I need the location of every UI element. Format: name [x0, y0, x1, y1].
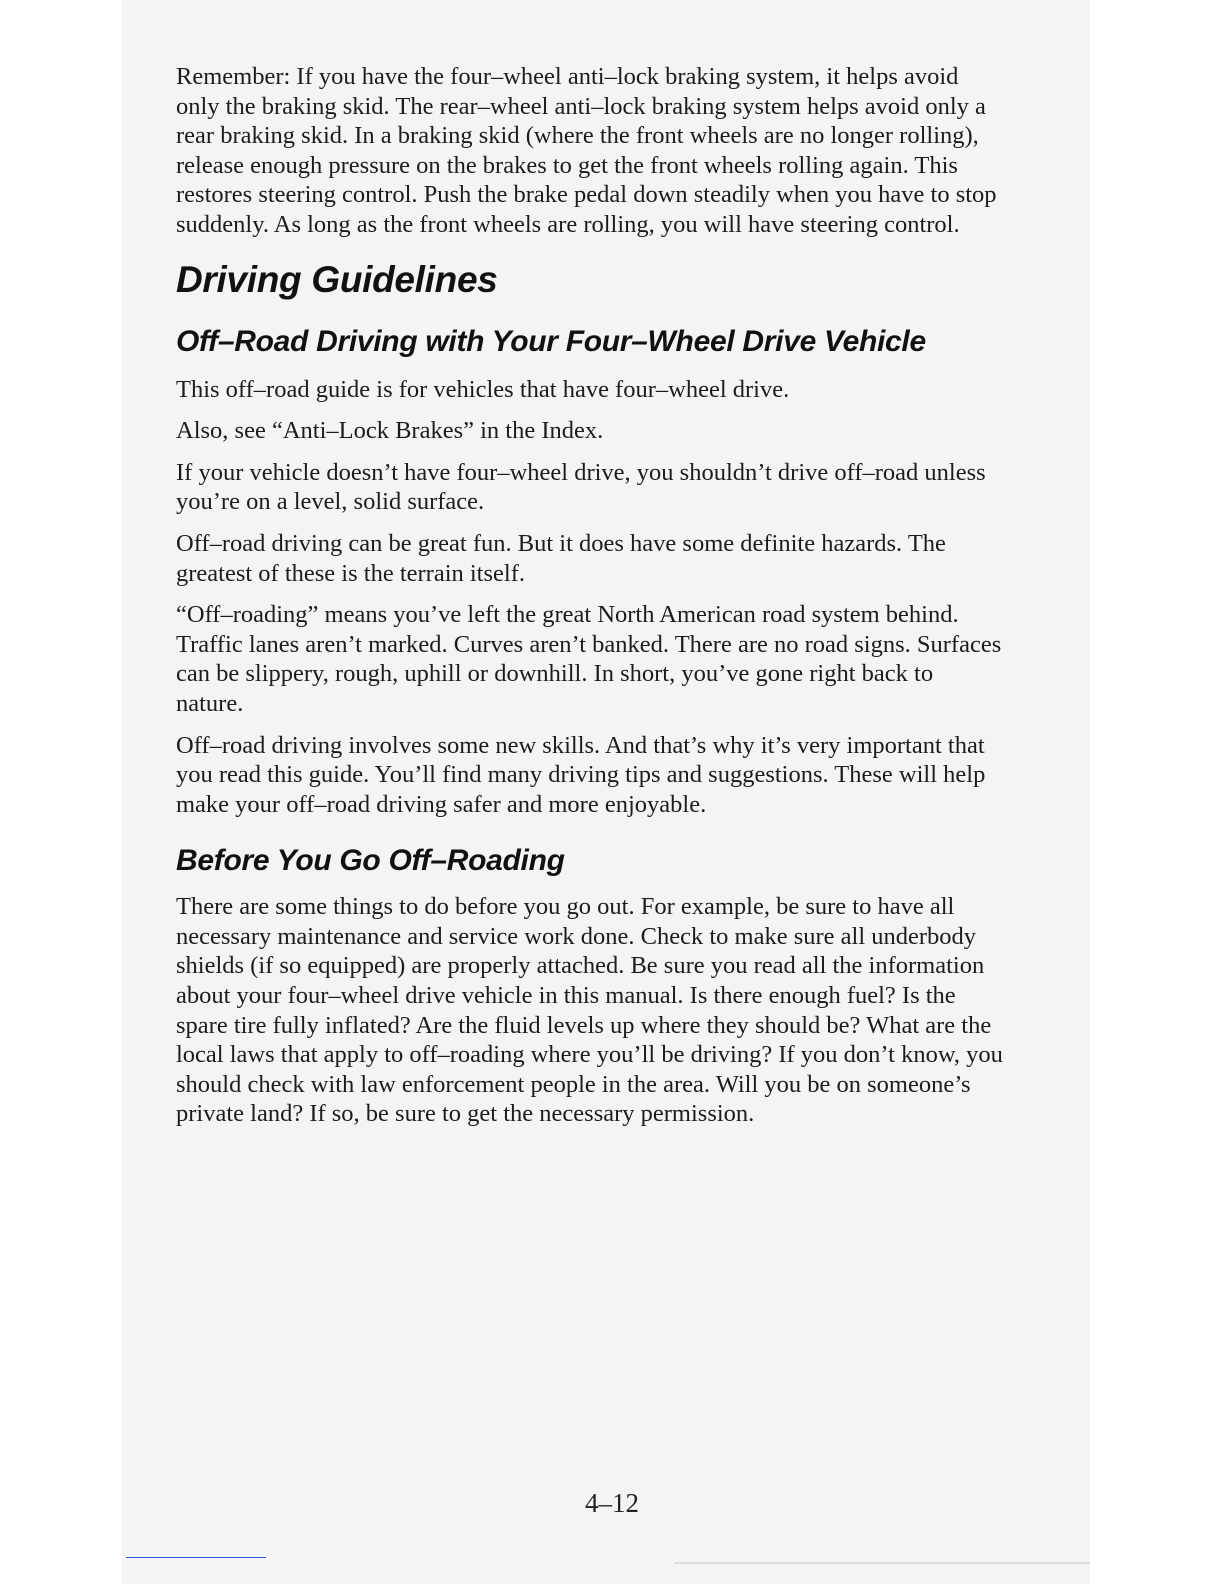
- paragraph: “Off–roading” means you’ve left the great North American road system behind. Traffic lanes aren’t marked. Curves aren’t banked. There are no road signs. Surfaces can be slippery, rough, uphill or downhill. In short, you’ve gone right back to nature.: [176, 601, 1002, 717]
- section-title: Driving Guidelines: [176, 258, 498, 300]
- paragraph: Also, see “Anti–Lock Brakes” in the Index.: [176, 417, 604, 445]
- page-number: 4–12: [585, 1488, 639, 1518]
- manual-page: [122, 0, 1090, 1584]
- bottom-rule: [674, 1562, 1090, 1564]
- subsection-title-before-off-roading: Before You Go Off–Roading: [176, 844, 565, 878]
- intro-paragraph: Remember: If you have the four–wheel anti–lock braking system, it helps avoid only the braking skid. The rear–wheel anti–lock braking system helps avoid only a rear braking skid. In a braking skid (where the front wheels are no longer rolling), release enough pressure on the brakes to get the front wheels rolling again. This restores steering control. Push the brake pedal down steadily when you have to stop suddenly. As long as the front wheels are rolling, you will have steering control.: [176, 63, 997, 238]
- page-content: [176, 62, 1004, 1141]
- link-underline: [126, 1557, 266, 1558]
- subsection-title-off-road-driving: Off–Road Driving with Your Four–Wheel Drive Vehicle: [176, 324, 926, 358]
- paragraph: Off–road driving can be great fun. But it does have some definite hazards. The greatest of these is the terrain itself.: [176, 529, 946, 587]
- paragraph: This off–road guide is for vehicles that have four–wheel drive.: [176, 375, 790, 403]
- paragraph: Off–road driving involves some new skills. And that’s why it’s very important that you read this guide. You’ll find many driving tips and suggestions. These will help make your off–road driving safer and more enjoyable.: [176, 731, 986, 818]
- paragraph: If your vehicle doesn’t have four–wheel drive, you shouldn’t drive off–road unless you’re on a level, solid surface.: [176, 458, 986, 516]
- paragraph: There are some things to do before you go out. For example, be sure to have all necessary maintenance and service work done. Check to make sure all underbody shields (if so equipped) are properly attached. Be sure you read all the information about your four–wheel drive vehicle in this manual. Is there enough fuel? Is the spare tire fully inflated? Are the fluid levels up where they should be? What are the local laws that apply to off–roading where you’ll be driving? If you don’t know, you should check with law enforcement people in the area. Will you be on someone’s private land? If so, be sure to get the necessary permission.: [176, 893, 1003, 1128]
